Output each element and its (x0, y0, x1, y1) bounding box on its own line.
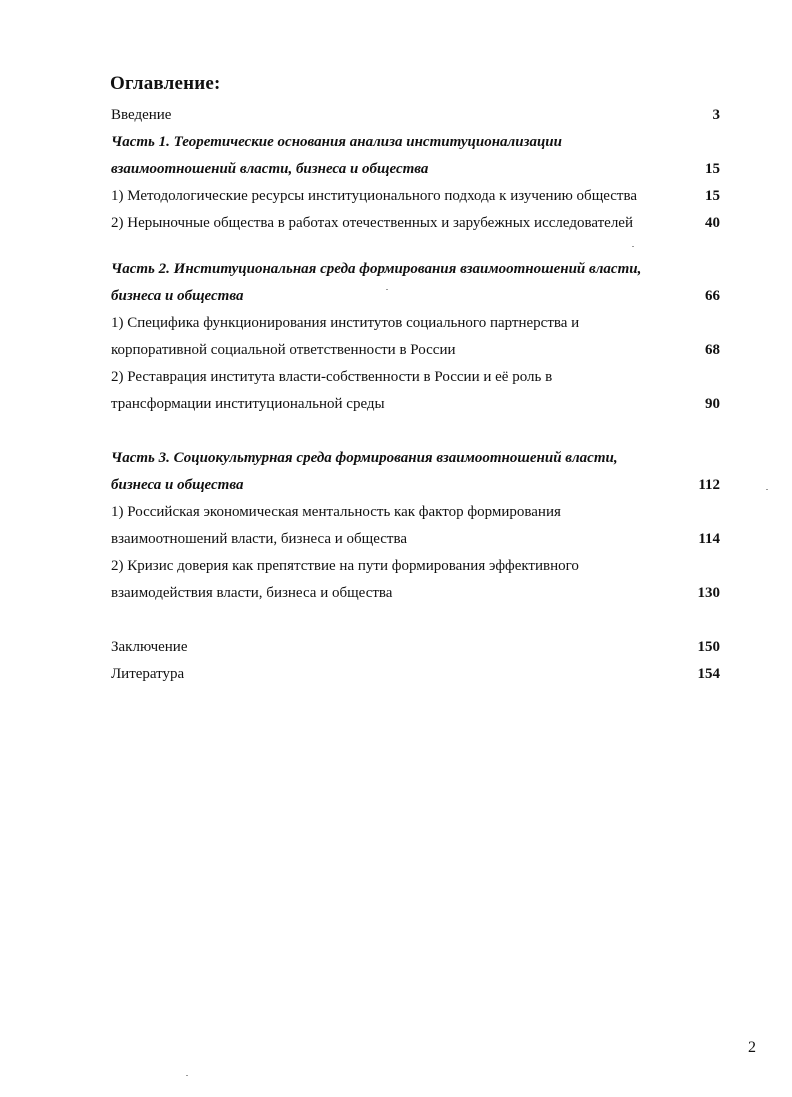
toc-part1-section1-label: 1) Методологические ресурсы институционального подхода к изучению общества (111, 188, 638, 204)
scan-speck (632, 246, 634, 247)
toc-part1-section2-page: 40 (705, 215, 720, 231)
toc-part3-section2-line1: 2) Кризис доверия как препятствие на пути формирования эффективного (111, 558, 579, 574)
toc-part1-section2-label: 2) Нерыночные общества в работах отечественных и зарубежных исследователей (111, 215, 633, 231)
toc-part1-title-line2: взаимоотношений власти, бизнеса и общества (111, 161, 429, 177)
toc-entry-conclusion-page: 150 (697, 639, 720, 655)
toc-part2-section1-line2: корпоративной социальной ответственности в России (111, 342, 456, 358)
toc-part3-title-line1: Часть 3. Социокультурная среда формирования взаимоотношений власти, (111, 450, 618, 466)
toc-part3-title-line2: бизнеса и общества (111, 477, 244, 493)
scan-speck (766, 489, 768, 490)
toc-part3-page: 112 (698, 477, 720, 493)
toc-part2-title-line2: бизнеса и общества (111, 288, 244, 304)
toc-part3-section1-line2: взаимоотношений власти, бизнеса и общества (111, 531, 408, 547)
toc-part2-page: 66 (705, 288, 720, 304)
toc-entry-literature-page: 154 (697, 666, 720, 682)
toc-part2-section2-page: 90 (705, 396, 720, 412)
toc-title: Оглавление: (110, 73, 221, 94)
toc-part2-section2-line2: трансформации институциональной среды (111, 396, 385, 412)
toc-part2-title-line1: Часть 2. Институциональная среда формирования взаимоотношений власти, (111, 261, 642, 277)
toc-part1-page: 15 (705, 161, 720, 177)
toc-part2-section1-line1: 1) Специфика функционирования институтов социального партнерства и (111, 315, 580, 331)
page-number: 2 (748, 1039, 756, 1056)
toc-part3-section2-page: 130 (697, 585, 720, 601)
toc-part1-section1-page: 15 (705, 188, 720, 204)
toc-part3-section1-page: 114 (698, 531, 720, 547)
toc-part2-section2-line1: 2) Реставрация института власти-собственности в России и её роль в (111, 369, 553, 385)
toc-entry-intro-page: 3 (712, 107, 720, 123)
toc-part2-section1-page: 68 (705, 342, 720, 358)
toc-part3-section1-line1: 1) Российская экономическая ментальность как фактор формирования (111, 504, 561, 520)
toc-entry-conclusion-label: Заключение (111, 639, 188, 655)
toc-entry-intro-label: Введение (111, 107, 172, 123)
scan-speck (186, 1075, 188, 1076)
scan-speck (386, 289, 388, 290)
toc-entry-literature-label: Литература (111, 666, 185, 682)
toc-part1-title-line1: Часть 1. Теоретические основания анализа институционализации (111, 134, 562, 150)
toc-part3-section2-line2: взаимодействия власти, бизнеса и общества (111, 585, 393, 601)
